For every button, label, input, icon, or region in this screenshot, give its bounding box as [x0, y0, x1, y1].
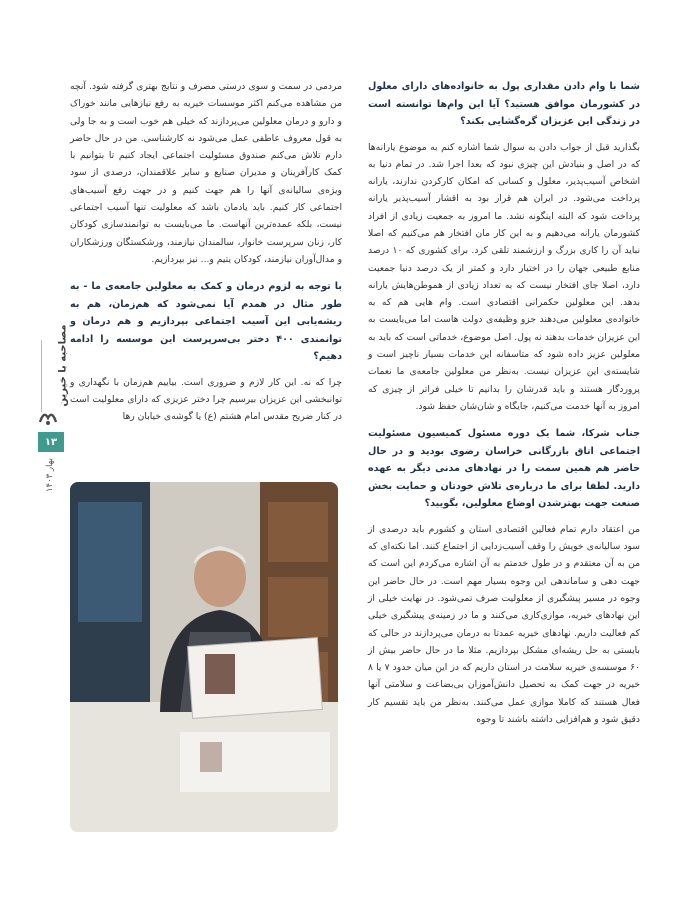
right-column [368, 78, 640, 738]
sidebar [0, 0, 69, 900]
answer-2-continued: مردمی در سمت و سوی درستی مصرف و نتایج بهتری گرفته شود. آنچه من مشاهده می‌کنم اکثر موسسات خیریه به رفع نیازهایی مانند خوراک و دارو و درمان معلولین می‌پردازند که خیلی هم خوب است و به جا ولی به قول معروف عاطفی عمل می‌شود نه کارشناسی. من در حال حاضر دارم تلاش می‌کنم صندوق مسئولیت اجتماعی ایجاد کنیم تا بتوانیم با کمک کارآفرینان و مدیران صنایع و سایر علاقمندان، درصدی از سود ویژه‌ی سالیانه‌ی آنها را هم جهت کنیم و در جهت رفع آسیب‌های اجتماعی کار کنیم. باید یادمان باشد که معلولیت تنها آسیب اجتماعی نیست، بلکه عمده‌ترین آنهاست. ما می‌بایست به توانمندسازی کودکان کار، زنان سرپرست خانوار، سالمندان نیازمند، ورشکستگان ورزشکاران و مدال‌آوران نیازمند، کودکان یتیم و... نیز بپردازیم. [70, 81, 342, 265]
issue-date: بهار ۱۴۰۳ [45, 458, 55, 492]
section-title: مصاحبه با خیرین [57, 324, 69, 407]
sidebar-divider [41, 340, 42, 412]
photo-illustration [70, 482, 338, 832]
answer-1: بگذارید قبل از جواب دادن به سوال شما اشاره کنم به موضوع یارانه‌ها که در اصل و بنیادش این چیزی نبود که بعدا اجرا شد. در تمام دنیا به اشخاص آسیب‌پذیر، معلول و کسانی که امکان کارکردن ندارند، یارانه پرداخت می‌شود. در ایران هم قرار بود به اقشار آسیب‌پذیر یارانه پرداخت شود که البته اینگونه نشد. ما امروز به جمعیت زیادی از افراد کشورمان یارانه می‌دهیم و به این کار مان افتخار هم می‌کنیم که اصلا نباید آن را کاری بزرگ و ارزشمند تلقی کرد. برای کشوری که ۱۰ درصد منابع طبیعی جهان را در اختیار دارد و کمتر از یک درصد دنیا جمعیت دارد، اصلا جای افتخار نیست که به تعداد زیادی از هموطن‌هایش یارانه بدهد. این معلولین حکمرانی اقتصادی است. وام هایی هم که به خانواده‌ی معلولین می‌دهند جزو وظیفه‌ی دولت هاست اما می‌بایست به این عزیزان خدمات بدهند نه پول. اصل موضوع، خدماتی است که باید به معلولین عزیز داده شود که متاسفانه این خدمات بسیار ناچیز است و شایسته‌ی این عزیزان نیست. به‌نظر من معلولین جامعه‌ی ما نعمات پروردگار هستند و باید قدرشان را بدانیم تا خیلی فراتر از چیزی که امروز به آنها خدمت می‌کنیم، جایگاه و شان‌شان حفظ شود. [368, 141, 640, 412]
question-2: جناب شرکا، شما یک دوره مسئول کمیسیون مسئولیت اجتماعی اتاق بازرگانی خراسان رضوی بودید و در حال حاضر هم همین سمت را در نهادهای مدنی دیگر به عهده دارید. لطفا برای ما درباره‌ی تلاش خودتان و حمایت بخش صنعت جهت بهترشدن اوضاع معلولین، بگویید؟ [368, 428, 640, 510]
answer-2: من اعتقاد دارم تمام فعالین اقتصادی استان و کشورم باید درصدی از سود سالیانه‌ی خویش را وقف آسیب‌زدایی از اجتماع کنند. اما نکته‌ای که من به آن معتقدم و در طول خدمتم به آن اشاره می‌کردم این است که جهت دهی و ساماندهی این وجوه بسیار مهم است. در حال حاضر این وجوه در مسیر پیشگیری از معلولیت صرف نمی‌شود. در نهایت خیلی از این نهادهای خیریه، موازی‌کاری می‌کنند و ما در زمینه‌ی پیشگیری خیلی کم فعالیت داریم. نهادهای خیریه عمدتا به درمان می‌پردازند در حالی که بایستی به حل ریشه‌ای مشکل بپردازیم. مثلا ما در حال حاضر بیش از ۶۰ موسسه‌ی خیریه سلامت در استان داریم که در این میان حدود ۷ یا ۸ خیریه در جهت کمک به تحصیل دانش‌آموزان بی‌بضاعت و سلامتی آنها فعال هستند که کاملا موازی عمل می‌کنند. به‌نظر من باید تقسیم کار دقیق شود و هم‌افزایی داشته باشند تا وجوه [368, 523, 640, 726]
page-number: ۱۳ [38, 432, 64, 452]
left-column [70, 78, 342, 436]
question-3: با توجه به لزوم درمان و کمک به معلولین جامعه‌ی ما - به طور مثال در همدم آیا نمی‌شود که هم‌زمان، هم به ریشه‌یابی این آسیب اجتماعی بپردازیم و هم درمان و توانمندی ۴۰۰ دختر بی‌سرپرست این موسسه را ادامه دهیم؟ [70, 281, 342, 363]
question-1: شما با وام دادن مقداری پول به خانواده‌های دارای معلول در کشورمان موافق هستید؟ آیا این وام‌ها توانسته است در زندگی این عزیزان گره‌گشایی بکند؟ [368, 81, 640, 127]
answer-3: چرا که نه. این کار لازم و ضروری است. بیاییم هم‌زمان با نگهداری و توانبخشی این عزیزان بیرسیم چرا دختر عزیزی که دارای معلولیت است در کنار ضریح مقدس امام هشتم (ع) یا گوشه‌ی خیابان رها [70, 376, 342, 423]
magazine-logo-icon [38, 408, 58, 426]
interview-photo [70, 482, 338, 832]
